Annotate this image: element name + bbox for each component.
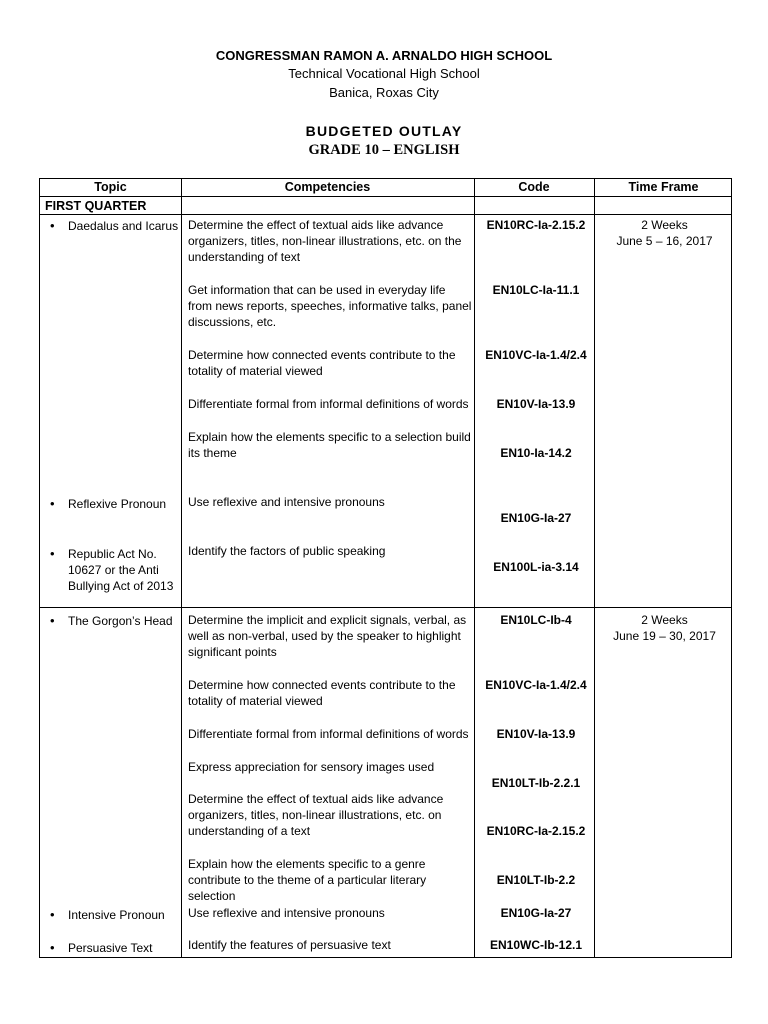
competency-code: EN10LC-Ib-4 bbox=[500, 613, 572, 627]
topic-item: • Reflexive Pronoun bbox=[50, 496, 193, 512]
row-divider bbox=[40, 196, 731, 197]
competency-code: EN10RC-Ia-2.15.2 bbox=[486, 824, 586, 838]
competency-text: Determine the effect of textual aids like advance organizers, titles, non-linear illustrations, etc. on understanding of a text bbox=[188, 792, 444, 838]
competency-code: EN10V-Ia-13.9 bbox=[496, 727, 576, 741]
topic-item: • The Gorgon’s Head bbox=[50, 613, 193, 629]
competency-text: Use reflexive and intensive pronouns bbox=[188, 495, 385, 509]
competency-code: EN10RC-Ia-2.15.2 bbox=[486, 218, 586, 232]
competency-text: Determine the effect of textual aids like advance organizers, titles, non-linear illustrations, etc. on the understanding of text bbox=[188, 218, 462, 264]
competency-text: Get information that can be used in everyday life from news reports, speeches, informative talks, panel discussions, etc. bbox=[188, 283, 472, 329]
competency-text: Identify the features of persuasive text bbox=[188, 938, 391, 952]
competency-code: EN100L-ia-3.14 bbox=[493, 560, 579, 574]
topic-item: • Intensive Pronoun bbox=[50, 907, 193, 923]
quarter-label: FIRST QUARTER bbox=[45, 199, 147, 213]
topic-item: • Republic Act No. 10627 or the Anti Bullying Act of 2013 bbox=[50, 546, 193, 594]
competency-text: Determine how connected events contribute to the totality of material viewed bbox=[188, 678, 456, 708]
topic-item: • Daedalus and Icarus bbox=[50, 218, 193, 234]
row-divider bbox=[40, 214, 731, 215]
competency-text: Differentiate formal from informal definitions of words bbox=[188, 727, 469, 741]
competency-code: EN10-Ia-14.2 bbox=[500, 446, 572, 460]
competency-code: EN10G-Ia-27 bbox=[500, 511, 572, 525]
column-header-topic: Topic bbox=[94, 180, 127, 194]
budgeted-outlay-table bbox=[39, 178, 732, 958]
competency-text: Differentiate formal from informal definitions of words bbox=[188, 397, 469, 411]
competency-code: EN10V-Ia-13.9 bbox=[496, 397, 576, 411]
column-header-competencies: Competencies bbox=[284, 180, 371, 194]
document-title: BUDGETED OUTLAY bbox=[305, 123, 463, 139]
time-frame-dates: June 19 – 30, 2017 bbox=[613, 629, 716, 643]
competency-code: EN10VC-Ia-1.4/2.4 bbox=[485, 678, 587, 692]
school-location: Banica, Roxas City bbox=[329, 85, 439, 100]
competency-text: Identify the factors of public speaking bbox=[188, 544, 386, 558]
competency-text: Determine how connected events contribute to the totality of material viewed bbox=[188, 348, 456, 378]
competency-text: Use reflexive and intensive pronouns bbox=[188, 906, 385, 920]
school-name: CONGRESSMAN RAMON A. ARNALDO HIGH SCHOOL bbox=[215, 48, 553, 63]
competency-text: Determine the implicit and explicit signals, verbal, as well as non-verbal, used by the speaker to highlight significant points bbox=[188, 613, 467, 659]
time-frame-weeks: 2 Weeks bbox=[641, 218, 688, 232]
time-frame-dates: June 5 – 16, 2017 bbox=[616, 234, 713, 248]
time-frame-weeks: 2 Weeks bbox=[641, 613, 688, 627]
competency-text: Express appreciation for sensory images used bbox=[188, 760, 435, 774]
column-header-time-frame: Time Frame bbox=[628, 180, 699, 194]
school-subtitle: Technical Vocational High School bbox=[288, 66, 480, 81]
column-divider bbox=[474, 179, 475, 957]
grade-subject: GRADE 10 – ENGLISH bbox=[308, 142, 460, 158]
competency-code: EN10VC-Ia-1.4/2.4 bbox=[485, 348, 587, 362]
row-divider bbox=[40, 607, 731, 608]
competency-text: Explain how the elements specific to a selection build its theme bbox=[188, 430, 471, 460]
competency-text: Explain how the elements specific to a genre contribute to the theme of a particular literary selection bbox=[188, 857, 427, 903]
competency-code: EN10WC-Ib-12.1 bbox=[489, 938, 583, 952]
column-header-code: Code bbox=[518, 180, 550, 194]
competency-code: EN10G-Ia-27 bbox=[500, 906, 572, 920]
competency-code: EN10LT-Ib-2.2.1 bbox=[491, 776, 581, 790]
competency-code: EN10LC-Ia-11.1 bbox=[492, 283, 580, 297]
topic-item: • Persuasive Text bbox=[50, 940, 193, 956]
competency-code: EN10LT-Ib-2.2 bbox=[496, 873, 576, 887]
